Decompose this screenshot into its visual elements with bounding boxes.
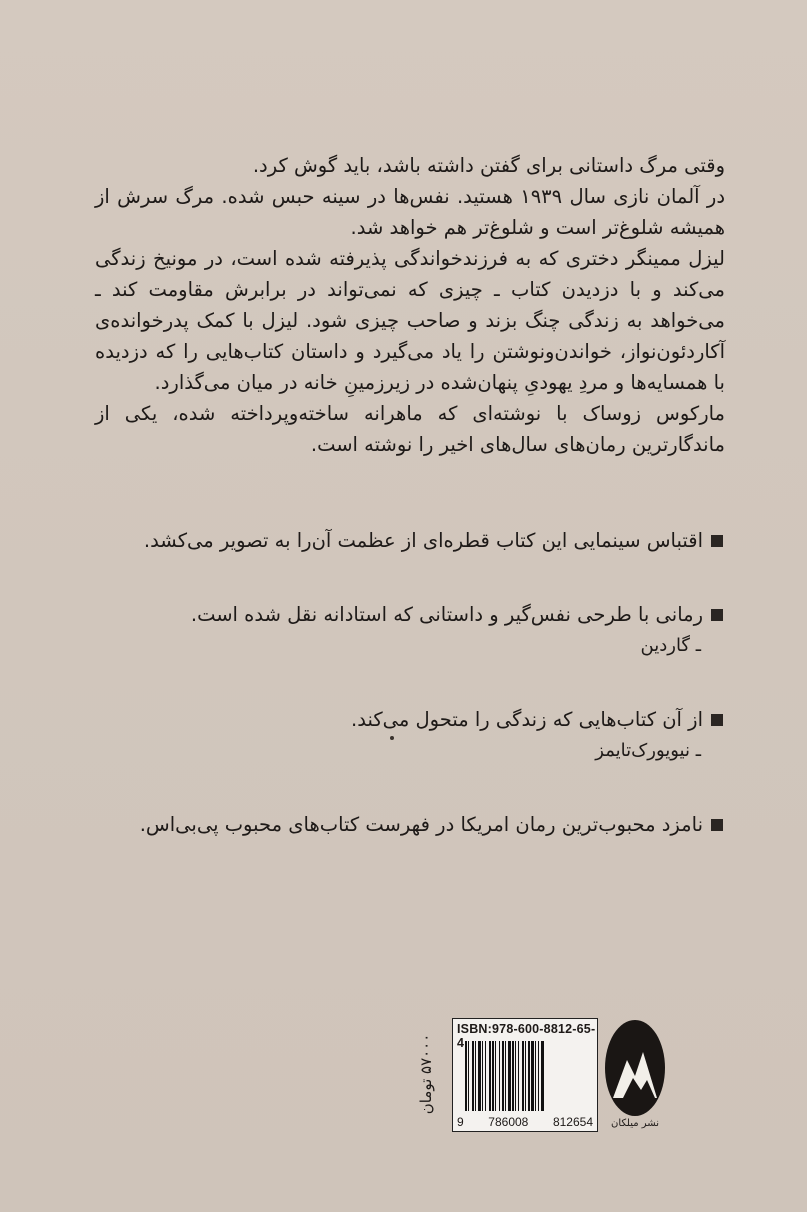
barcode-digits-right: 812654 bbox=[552, 1115, 593, 1129]
barcode-bar bbox=[495, 1041, 496, 1111]
barcode-bar bbox=[485, 1041, 486, 1111]
isbn-text: ISBN:978-600-8812-65-4 bbox=[457, 1022, 596, 1050]
blurb-line-1: وقتی مرگ داستانی برای گفتن داشته باشد، باید گوش کرد. bbox=[252, 154, 725, 177]
barcode-bar bbox=[538, 1041, 539, 1111]
barcode-bar bbox=[522, 1041, 524, 1111]
square-bullet-icon bbox=[711, 819, 723, 831]
quote-item bbox=[95, 704, 723, 766]
price-text: ۵۷۰۰۰ تومان bbox=[417, 1033, 435, 1115]
barcode-bar bbox=[468, 1041, 469, 1111]
publisher-logo bbox=[603, 1016, 667, 1134]
barcode-bar bbox=[482, 1041, 483, 1111]
publisher-logo-emblem bbox=[605, 1020, 665, 1116]
barcode-bar bbox=[505, 1041, 506, 1111]
blurb-text bbox=[95, 150, 725, 460]
square-bullet-icon bbox=[711, 609, 723, 621]
speck-mark bbox=[390, 736, 394, 740]
barcode-bar bbox=[475, 1041, 476, 1111]
barcode-bar bbox=[499, 1041, 500, 1111]
barcode-bar bbox=[502, 1041, 504, 1111]
quote-text: نامزد محبوب‌ترین رمان امریکا در فهرست کتاب‌های محبوب پی‌بی‌اس. bbox=[139, 813, 703, 836]
barcode-digit-lead: 9 bbox=[457, 1115, 464, 1129]
barcode-bar bbox=[541, 1041, 544, 1111]
barcode-digits bbox=[455, 1115, 595, 1129]
barcode-bar bbox=[525, 1041, 526, 1111]
barcode-bar bbox=[489, 1041, 491, 1111]
square-bullet-icon bbox=[711, 535, 723, 547]
quote-item bbox=[95, 599, 723, 661]
barcode-bar bbox=[512, 1041, 514, 1111]
barcode-digits-left: 786008 bbox=[488, 1115, 529, 1129]
barcode-bar bbox=[518, 1041, 519, 1111]
mountain-icon bbox=[605, 1020, 665, 1116]
barcode-bar bbox=[492, 1041, 494, 1111]
barcode-bar bbox=[478, 1041, 481, 1111]
publisher-name: نشر میلکان bbox=[611, 1118, 659, 1129]
isbn-barcode bbox=[452, 1018, 598, 1132]
barcode-bars bbox=[465, 1041, 593, 1111]
barcode-bar bbox=[531, 1041, 534, 1111]
quote-text: رمانی با طرحی نفس‌گیر و داستانی که استادانه نقل شده است. bbox=[190, 603, 703, 626]
barcode-bar bbox=[528, 1041, 530, 1111]
blurb-line-3: لیزل ممینگر دختری که به فرزندخواندگی پذیرفته شده است، در مونیخ زندگی می‌کند و با دزدیدن کتاب ـ چیزی که نمی‌تواند در برابرش مقاومت کند ـ می‌خواهد به زندگی چنگ بزند و صاحب چیزی شود. لیزل با کمک پدرخوانده‌ی آکاردئون‌نواز، خواندن‌ونوشتن را یاد می‌گیرد و داستان کتاب‌هایی را که دزدیده با همسایه‌ها و مردِ یهودیِ پنهان‌شده در زیرزمینِ خانه در میان می‌گذارد. bbox=[95, 247, 725, 394]
blurb-line-2: در آلمان نازی سال ۱۹۳۹ هستید. نفس‌ها در سینه حبس شده. مرگ سرش از همیشه شلوغ‌تر است و شلوغ‌تر هم خواهد شد. bbox=[95, 185, 725, 239]
price-label bbox=[410, 1018, 442, 1130]
review-quotes bbox=[95, 525, 723, 883]
barcode-bar bbox=[508, 1041, 511, 1111]
square-bullet-icon bbox=[711, 714, 723, 726]
quote-text: اقتباس سینمایی این کتاب قطره‌ای از عظمت آن‌را به تصویر می‌کشد. bbox=[143, 529, 703, 552]
quote-source: ـ نیویورک‌تایمز bbox=[595, 740, 701, 761]
quote-source: ـ گاردین bbox=[640, 635, 701, 656]
quote-item bbox=[95, 525, 723, 556]
barcode-bar bbox=[465, 1041, 467, 1111]
barcode-bar bbox=[472, 1041, 474, 1111]
barcode-bar bbox=[535, 1041, 536, 1111]
quote-item bbox=[95, 809, 723, 840]
quote-text: از آن کتاب‌هایی که زندگی را متحول می‌کند. bbox=[351, 708, 703, 731]
barcode-bar bbox=[515, 1041, 516, 1111]
blurb-line-4: مارکوس زوساک با نوشته‌ای که ماهرانه ساخته‌وپرداخته شده، یکی از ماندگارترین رمان‌های سال‌های اخیر را نوشته است. bbox=[95, 402, 725, 456]
